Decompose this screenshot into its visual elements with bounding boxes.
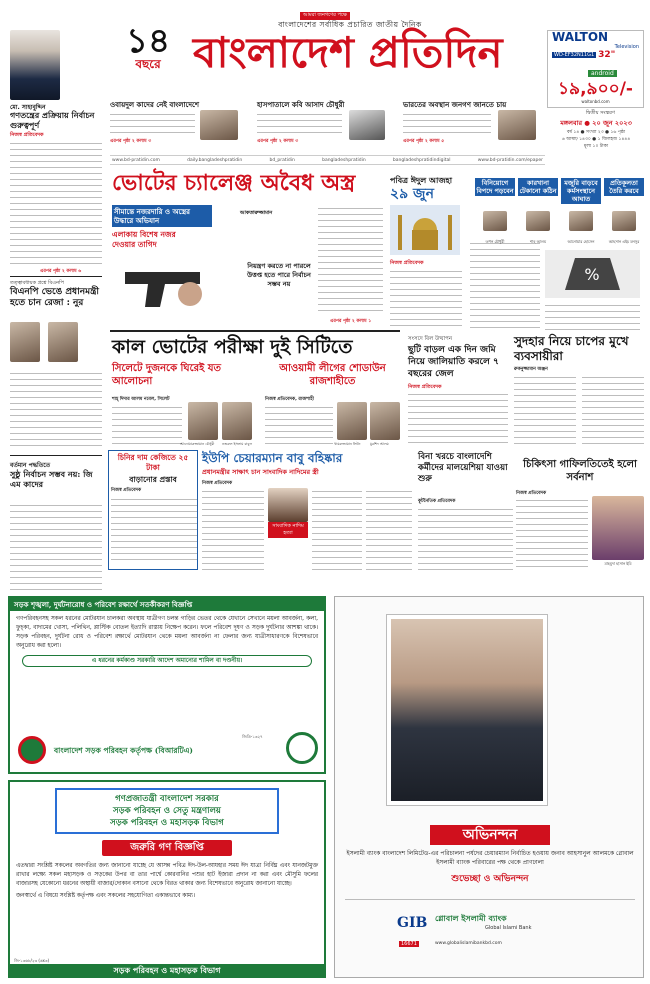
medical-caption: মাহমুদা হাসান ইমি [604, 561, 632, 566]
social-link[interactable]: www.bd-pratidin.com [112, 157, 160, 163]
eid-box [390, 175, 465, 330]
gov-body: এতদ্বারা সংশ্লিষ্ট সকলের অবগতির জন্য জানানো যাচ্ছে যে আসন্ন পবিত্র ঈদ-উল-আযহার সময় ঈদ যাত্রা নির্বিঘ্ন এবং যানজটমুক্ত রাখার লক্ষ্যে সকল মহাসড়ক ও সড়কের উপর বা তার পার্শ্বে কোরবানির পশুর হাট ইজারা প্রদান না করা এবং মৌসুমি ফলের বাজারসহ যেকোনো ধরনের অস্থায়ী বাজার/দোকান বসানো থেকে বিরত থাকার জন্য বিশেষভাবে অনুরোধ জানানো যাচ্ছে। [16, 863, 318, 887]
sugar-body [111, 496, 197, 560]
gov-closing: জনস্বার্থে এ বিষয়ে সংশ্লিষ্ট কর্তৃপক্ষ এবং সকলের সহযোগিতা একান্তভাবে কাম্য। [16, 893, 196, 899]
lead-quote: নিয়ন্ত্রণ করতে না পারলে উত্তপ্ত হতে পারে নির্বাচন সম্ভব নয় [247, 262, 311, 288]
paper-title-part2: প্রতিদিন [368, 28, 503, 77]
teaser-2[interactable] [257, 100, 397, 148]
left-jump-1: এরপর পৃষ্ঠা ২ কলাম ৬ [40, 269, 82, 274]
left-body-1 [10, 140, 102, 268]
social-link[interactable]: daily.bangladeshpratidin [187, 157, 243, 163]
tagline: বাংলাদেশের সর্বাধিক প্রচারিত জাতীয় দৈনিক [278, 20, 422, 29]
election-byline-right: নিজস্ব প্রতিবেদক, রাজশাহী [265, 397, 314, 402]
candidate-photo [222, 402, 252, 440]
medical-byline: নিজস্ব প্রতিবেদক [516, 491, 547, 496]
bill-byline: নিজস্ব প্রতিবেদক [408, 384, 442, 390]
candidate-photo [188, 402, 218, 440]
survey-photo [526, 211, 550, 231]
eid-body-2 [470, 240, 540, 328]
abroad-byline: কূটনৈতিক প্রতিবেদক [418, 499, 456, 504]
abroad-body [418, 506, 513, 570]
teaser-2-photo [349, 110, 385, 140]
left-kicker-2: তত্ত্বাবধায়ক প্রশ্নে বিএনপি [10, 280, 64, 286]
left-body-3 [10, 502, 102, 592]
survey-photo [612, 211, 636, 231]
survey-name: আনোয়ার হোসেন [567, 239, 595, 244]
social-link[interactable]: bangladeshpratidindigital [392, 157, 451, 163]
survey-name: আহসান এইচ মনসুর [608, 239, 640, 244]
left-headline-3: সুষ্ঠু নির্বাচন সম্ভব নয়: জি এম কাদের [10, 469, 93, 489]
gov-notice-ad[interactable] [8, 780, 326, 978]
social-link[interactable]: bangladeshpratidin [322, 157, 366, 163]
gov-line1: গণপ্রজাতন্ত্রী বাংলাদেশ সরকার [115, 794, 219, 804]
eid-date: ২৯ জুন [390, 186, 434, 202]
walton-size: 32" [598, 50, 616, 60]
svg-text:%: % [584, 265, 600, 284]
lead-body [318, 205, 383, 315]
sugar-kicker: চিনির দাম কেজিতে ২৫ টাকা [117, 453, 189, 472]
teaser-1-body [110, 111, 195, 137]
gib-headline: অভিনন্দন [430, 825, 550, 845]
teaser-3-headline: ভারতের অবস্থান জনগণ জানতে চায় [403, 100, 507, 109]
gib-hotline: 16671 [401, 941, 417, 947]
upazila-body-2 [312, 488, 362, 570]
election-right-body [265, 404, 333, 446]
anniversary-text: বছরে [135, 57, 161, 71]
upazila-byline: নিজস্ব প্রতিবেদক [202, 481, 233, 486]
price-label: মূল্য ১০ টাকা [583, 144, 609, 149]
brta-ad[interactable] [8, 596, 326, 774]
business-headline: সুদহার নিয়ে চাপের মুখে ব্যবসায়ীরা [514, 334, 629, 363]
election-byline-left: শাহ্ দিদার আলম নবেল, সিলেট [112, 397, 170, 402]
walton-web: waltonbd.com [581, 99, 610, 104]
candidate-photo [370, 402, 400, 440]
edition-label: দ্বিতীয় সংস্করণ [586, 110, 615, 116]
nadim-caption: সাংবাদিক নাদিম হত্যা [268, 522, 308, 538]
president-caption: মো. সাহাবুদ্দিন [10, 104, 46, 111]
business-body-1 [514, 374, 576, 446]
election-left-body [112, 404, 182, 446]
walton-model: WD-EF32N11G1 [554, 52, 595, 58]
left-headline-1: গণতন্ত্রের প্রক্রিয়ায় নির্বাচন গুরুত্বপূর্ণ [10, 110, 95, 130]
candidate-name: নজরুল ইসলাম বাবুল [222, 442, 252, 446]
date-line1: মঙ্গলবার ● ২০ জুন ২০২৩ [560, 119, 632, 127]
survey-name: শাহ আলম [530, 239, 546, 244]
brta-title: সড়ক শৃঙ্খলা, দুর্ঘটনারোধ ও পরিবেশ রক্ষার্থে সতর্কীকরণ বিজ্ঞপ্তি [10, 598, 324, 611]
business-byline: রুকনুজ্জামান অঞ্জন [514, 367, 548, 372]
survey-photo [483, 211, 507, 231]
left-kicker-3: বর্তমান পদ্ধতিতে [10, 462, 51, 469]
bill-body [408, 391, 508, 446]
president-photo [10, 30, 60, 100]
eid-headline: পবিত্র ঈদুল আজহা [390, 175, 453, 185]
teaser-2-headline: হাসপাতালে কবি আসাদ চৌধুরী [257, 100, 345, 109]
survey-item: কারখানা টেকানো কঠিন [519, 179, 557, 195]
survey-body [545, 302, 640, 330]
sugar-byline: নিজস্ব প্রতিবেদক [111, 488, 142, 493]
brta-footer: বাংলাদেশ সড়ক পরিবহন কর্তৃপক্ষ (বিআরটিএ) [54, 746, 193, 755]
divider [345, 899, 635, 900]
candidate-name: খায়রুজ্জামান লিটন [334, 442, 361, 446]
teaser-1[interactable] [110, 100, 250, 148]
divider [10, 455, 102, 456]
election-headline: কাল ভোটের পরীক্ষা দুই সিটিতে [112, 336, 353, 358]
social-link[interactable]: www.bd-pratidin.com/epaper [477, 157, 543, 163]
gov-line3: সড়ক পরিবহন ও মহাসড়ক বিভাগ [110, 818, 224, 828]
nadim-photo [268, 488, 308, 522]
date-block [548, 118, 644, 150]
walton-ad[interactable] [547, 30, 644, 108]
left-body-2 [10, 370, 102, 450]
candidate-name: আনোয়ারুজ্জামান চৌধুরী [180, 442, 215, 446]
survey-item: মজুরি বাড়বে কর্মসংস্থানে আঘাত [561, 178, 601, 204]
eid-body [390, 268, 462, 328]
social-link[interactable]: bd_pratidin [269, 157, 295, 163]
survey-item: প্রতিকূলতা তৈরি করবে [604, 178, 644, 196]
election-sub-right: আওয়ামী লীগের শোডাউন রাজশাহীতে [279, 363, 386, 387]
gov-footer: সড়ক পরিবহন ও মহাসড়ক বিভাগ [10, 964, 324, 976]
teaser-3-body [403, 111, 491, 137]
teaser-3-photo [498, 110, 536, 140]
walton-brand: WALTON [552, 30, 609, 44]
brta-body: গণপরিবহনসহ সকল ধরনের মোটরযান চালকরা অবস্থায় যাত্রীগণ চলন্ত গাড়ির ভেতর থেকে যেখানে সেখানে ময়লা আবর্জনা, কলা, ফুচ্‌কা, বাদামের খোসা, পলিথিন, প্লাস্টিক বোতল ইত্যাদি রাস্তায় নিক্ষেপ করেন। ফলে পরিবেশ দূষণ ও সড়ক দুর্ঘটনার আশঙ্কা থাকে। সড়ক পরিবহন, দুর্ঘটনা রোধ ও পরিবেশ রক্ষার্থে মোটরযান থেকে ময়লা আবর্জনা না ফেলার জন্য যাত্রীসাধারণকে বিশেষভাবে অনুরোধ করা হলো। [16, 616, 318, 649]
social-bar [110, 155, 545, 165]
brta-logo [286, 732, 318, 764]
lead-byline: আকতারুজ্জামান [240, 210, 273, 216]
weight-icon [545, 250, 640, 298]
teaser-2-jump: এরপর পৃষ্ঠা ২ কলাম ৩ [257, 139, 299, 144]
teaser-1-headline: ওবায়দুল কাদের নেই বাংলাদেশে [110, 100, 199, 109]
pistol-icon [120, 262, 220, 322]
date-line2: বর্ষ ১৪ ● সংখ্যা ২৩ ● ১৬ পৃষ্ঠা [566, 130, 626, 135]
top-teasers [110, 100, 545, 148]
bill-kicker: সংসদে বিল উত্থাপন [408, 336, 453, 342]
teaser-3-jump: এরপর পৃষ্ঠা ২ কলাম ৫ [403, 139, 445, 144]
survey-strip [475, 178, 645, 238]
walton-sub: Television [614, 44, 639, 50]
mosque-icon [390, 205, 460, 255]
tagline-small: আমরা জনগণের পক্ষে [300, 12, 350, 20]
divider [10, 276, 102, 277]
brta-quote: এ ধরনের কর্মকাণ্ড সরকারি আদেশ অমান্যের শামিল বা দণ্ডনীয়। [22, 655, 312, 667]
nur-photo [48, 322, 78, 362]
upazila-body-1 [202, 488, 264, 570]
business-body-2 [582, 374, 644, 446]
paper-title-part1: বাংলাদেশ [193, 28, 354, 77]
survey-name: তপন চৌধুরী [485, 239, 505, 244]
lead-sub2: এলাকায় বিশেষ নজর দেওয়ার তাগিদ [112, 230, 176, 249]
abroad-headline: বিনা খরচে বাংলাদেশি কর্মীদের মালয়েশিয়া যাওয়া শুরু [418, 452, 508, 484]
divider [110, 330, 400, 332]
weight-illustration [545, 250, 640, 298]
sugar-headline: বাড়ানোর প্রস্তাব [129, 475, 177, 484]
brta-code: জিডি-১৩২৭ [242, 734, 263, 739]
teaser-1-jump: এরপর পৃষ্ঠা ২ কলাম ৩ [110, 139, 152, 144]
upazila-sub: প্রধানমন্ত্রীর সাক্ষাৎ চান সাংবাদিক নাদিমের স্ত্রী [202, 468, 319, 476]
reza-photo [10, 322, 40, 362]
lead-headline: ভোটের চ্যালেঞ্জ অবৈধ অস্ত্র [112, 170, 356, 196]
candidate-photo [337, 402, 367, 440]
candidate-name: মুরশিদ আলম [370, 442, 389, 446]
gib-body: ইসলামী ব্যাংক বাংলাদেশ লিমিটেড-এর পরিচালনা পর্ষদের চেয়ারম্যান নির্বাচিত হওয়ায় জনাব আহসানুল আলমকে গ্লোবাল ইসলামী ব্যাংক পরিবারের পক্ষ থেকে প্রাণঢালা [346, 850, 634, 866]
upazila-headline: ইউপি চেয়ারম্যান বাবু বহিষ্কার [202, 451, 343, 465]
lead-sub1: সীমান্তে নজরদারি ও অস্ত্রের উদ্ধারে অভিযান [112, 205, 212, 227]
election-sub-left: সিলেটে দুজনকে ঘিরেই যত আলোচনা [112, 363, 222, 387]
medical-headline: চিকিৎসা গাফিলতিতেই হলো সর্বনাশ [523, 459, 637, 483]
medical-body [516, 497, 588, 569]
gib-bank-bn: গ্লোবাল ইসলামী ব্যাংক [435, 914, 507, 923]
survey-names [475, 239, 645, 247]
eid-byline: নিজস্ব প্রতিবেদক [390, 260, 424, 266]
teaser-3[interactable] [403, 100, 545, 148]
gov-notice-title: জরুরি গণ বিজ্ঞপ্তি [102, 840, 232, 856]
bill-headline: ছুটি বাড়ল এক দিন জমি নিয়ে জালিয়াতি করলে ৭ বছরের জেল [408, 345, 499, 379]
walton-price: ১৯,৯০০/- [558, 79, 633, 99]
pistol-image [120, 262, 220, 322]
left-byline-1: নিজস্ব প্রতিবেদক [10, 132, 44, 138]
teaser-2-body [257, 111, 342, 137]
gib-bank-en: Global Islami Bank [485, 925, 532, 931]
anniversary-badge [118, 21, 178, 74]
gib-brand: GIB [397, 915, 428, 931]
gov-header [55, 788, 279, 834]
gib-wish: শুভেচ্ছা ও অভিনন্দন [451, 874, 529, 884]
walton-os: android [588, 70, 617, 77]
lead-jump: এরপর পৃষ্ঠা ২ কলাম ১ [330, 319, 372, 324]
sugar-box [108, 450, 198, 570]
paper-title [193, 30, 533, 76]
anniversary-number: ১৪ [125, 21, 171, 61]
left-headline-2: বিএনপি ভেঙে প্রধানমন্ত্রী হতে চান রেজা : নুর [10, 287, 99, 308]
gov-code: জি-১৩৬৮/২৩ (৬x৩) [14, 958, 50, 963]
date-line3: ৬ আষাঢ় ১৪৩০ ● ১ জিলহজ ১৪৪৪ [561, 137, 631, 142]
medical-photo [592, 496, 644, 560]
govt-emblem [18, 736, 46, 764]
upazila-body-3 [366, 488, 412, 570]
teaser-1-photo [200, 110, 238, 140]
survey-item: বিনিয়োগে বিপদে পড়বেন [476, 179, 514, 195]
survey-photo [569, 211, 593, 231]
mosque-image [390, 205, 460, 255]
chairman-photo [387, 615, 547, 805]
gib-ad[interactable] [334, 596, 644, 978]
gib-web[interactable]: www.globalislamibankbd.com [435, 941, 502, 946]
gov-line2: সড়ক পরিবহন ও সেতু মন্ত্রণালয় [113, 806, 221, 816]
